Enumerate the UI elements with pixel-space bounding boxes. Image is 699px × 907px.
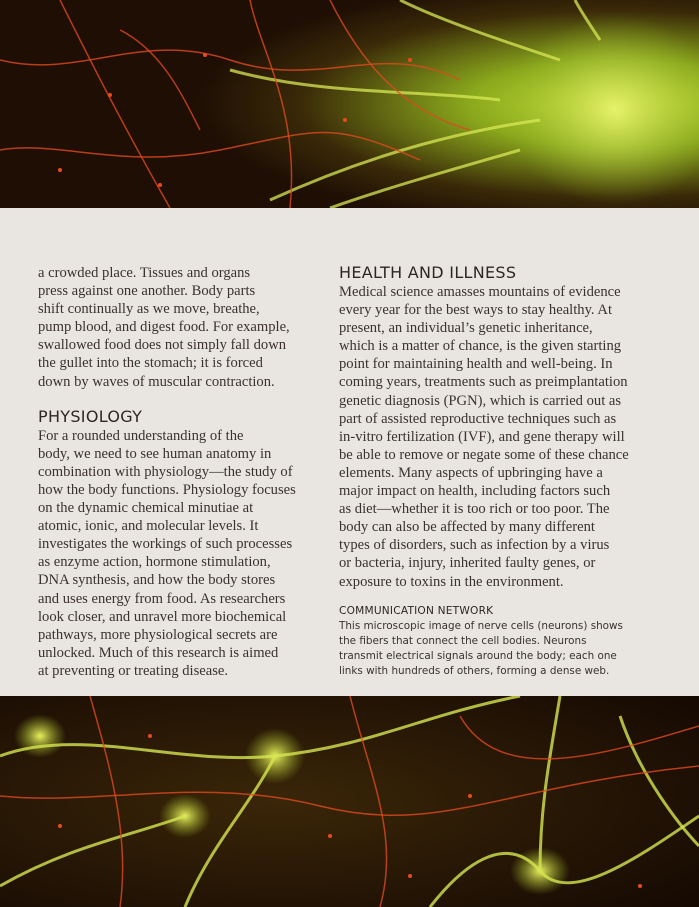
text-line: every year for the best ways to stay healthy. At [339,302,613,319]
intro-paragraph [38,208,318,391]
text-line: body, we need to see human anatomy in [38,445,272,462]
left-column [38,208,318,680]
text-line: as diet—whether it is too rich or too poor. The [339,501,610,518]
right-column [339,208,653,680]
text-line: down by waves of muscular contraction. [38,373,275,390]
text-line: point for maintaining health and well-being. In [339,356,613,373]
text-line: shift continually as we move, breathe, [38,301,260,318]
text-line: how the body functions. Physiology focuses [38,481,296,498]
text-line: exposure to toxins in the environment. [339,573,564,590]
caption-line: This microscopic image of nerve cells (neurons) shows [339,619,623,632]
text-line: DNA synthesis, and how the body stores [38,572,276,589]
text-line: press against one another. Body parts [38,283,256,300]
text-line: body can also be affected by many different [339,519,595,536]
text-line: types of disorders, such as infection by a virus [339,537,610,554]
text-line: the gullet into the stomach; it is forced [38,355,263,372]
caption-line: links with hundreds of others, forming a dense web. [339,665,610,678]
image-caption [339,619,653,680]
text-line: investigates the workings of such processes [38,536,293,553]
text-line: on the dynamic chemical minutiae at [38,500,254,517]
caption-title: COMMUNICATION NETWORK [339,604,494,617]
text-line: For a rounded understanding of the [38,427,244,444]
text-line: coming years, treatments such as preimplantation [339,374,628,391]
text-line: elements. Many aspects of upbringing have a [339,464,603,481]
text-line: unlocked. Much of this research is aimed [38,644,279,661]
neuron-micrograph-bottom [0,696,699,907]
text-line: pathways, more physiological secrets are [38,626,278,643]
health-paragraph [339,283,653,591]
text-line: combination with physiology—the study of [38,463,293,480]
text-line: which is a matter of chance, is the given starting [339,338,622,355]
caption-line: transmit electrical signals around the body; each one [339,650,617,663]
text-line: and uses energy from food. As researchers [38,590,286,607]
physiology-paragraph [38,427,318,680]
neuron-image-top [0,0,699,208]
text-line: a crowded place. Tissues and organs [38,265,251,281]
text-line: part of assisted reproductive techniques such as [339,410,617,427]
text-line: swallowed food does not simply fall down [38,337,287,354]
text-line: major impact on health, including factors such [339,483,611,500]
text-line: Medical science amasses mountains of evidence [339,284,621,300]
physiology-heading: PHYSIOLOGY [38,406,143,426]
text-line: atomic, ionic, and molecular levels. It [38,518,259,535]
text-line: or bacteria, injury, inherited faulty genes, or [339,555,596,572]
caption-line: the fibers that connect the cell bodies. Neurons [339,634,587,647]
health-heading: HEALTH AND ILLNESS [339,263,517,282]
text-line: in-vitro fertilization (IVF), and gene therapy will [339,428,625,445]
text-line: be able to remove or negate some of these chance [339,446,629,463]
text-line: at preventing or treating disease. [38,662,229,679]
neuron-image-bottom [0,696,699,907]
text-line: look closer, and unravel more biochemical [38,608,287,625]
text-line: as enzyme action, hormone stimulation, [38,554,271,571]
text-panel [0,208,699,696]
text-line: present, an individual’s genetic inheritance, [339,320,593,337]
neuron-micrograph-top [0,0,699,208]
text-line: genetic diagnosis (PGN), which is carried out as [339,392,622,409]
text-line: pump blood, and digest food. For example, [38,319,290,336]
